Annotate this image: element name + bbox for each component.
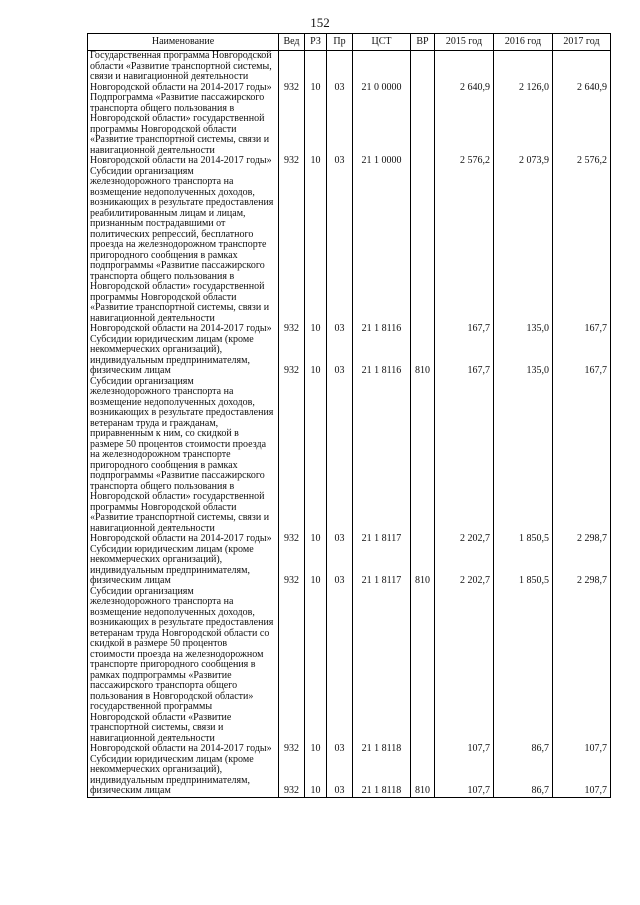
cell-pr: 03 — [327, 93, 353, 167]
cell-vr: 810 — [411, 755, 435, 798]
cell-y2017: 2 576,2 — [553, 93, 611, 167]
cell-y2016: 1 850,5 — [494, 377, 553, 545]
cell-vr: 810 — [411, 545, 435, 587]
cell-y2016: 2 073,9 — [494, 93, 553, 167]
cell-ved: 932 — [279, 377, 305, 545]
table-row — [88, 51, 611, 94]
cell-cst: 21 1 8116 — [353, 167, 411, 335]
budget-table — [87, 33, 611, 798]
table-row — [88, 335, 611, 377]
header-2015: 2015 год — [435, 34, 494, 51]
table-row — [88, 377, 611, 545]
cell-name: Субсидии организациям железнодорожного транспорта на возмещение недополученных доходов, возникающих в результате предоставления реабилитированным лицам и лицам, признанным пострадавшими от политических репрессий, бесплатного проезда на железнодорожном транспорте пригородного сообщения в рамках подпрограммы «Развитие пассажирского транспорта общего пользования в Новгородской области» государственной программы Новгородской области «Развитие транспортной системы, связи и навигационной деятельности Новгородской области на 2014-2017 годы» — [88, 167, 279, 335]
cell-pr: 03 — [327, 587, 353, 755]
cell-y2017: 107,7 — [553, 587, 611, 755]
cell-name: Государственная программа Новгородской области «Развитие транспортной системы, связи и навигационной деятельности Новгородской области на 2014-2017 годы» — [88, 51, 279, 94]
cell-y2017: 167,7 — [553, 167, 611, 335]
cell-ved: 932 — [279, 545, 305, 587]
cell-y2015: 107,7 — [435, 587, 494, 755]
cell-y2015: 2 202,7 — [435, 545, 494, 587]
cell-y2015: 107,7 — [435, 755, 494, 798]
cell-y2015: 2 640,9 — [435, 51, 494, 94]
cell-y2017: 2 640,9 — [553, 51, 611, 94]
cell-name: Субсидии юридическим лицам (кроме некоммерческих организаций), индивидуальным предпринимателям, физическим лицам — [88, 545, 279, 587]
cell-pr: 03 — [327, 755, 353, 798]
header-name: Наименование — [88, 34, 279, 51]
header-rz: РЗ — [305, 34, 327, 51]
cell-rz: 10 — [305, 93, 327, 167]
cell-cst: 21 0 0000 — [353, 51, 411, 94]
header-cst: ЦСТ — [353, 34, 411, 51]
cell-y2015: 2 576,2 — [435, 93, 494, 167]
cell-ved: 932 — [279, 755, 305, 798]
cell-cst: 21 1 8118 — [353, 587, 411, 755]
table-row — [88, 587, 611, 755]
cell-rz: 10 — [305, 167, 327, 335]
cell-y2015: 167,7 — [435, 335, 494, 377]
cell-cst: 21 1 8118 — [353, 755, 411, 798]
cell-vr: 810 — [411, 335, 435, 377]
cell-y2016: 86,7 — [494, 755, 553, 798]
cell-y2016: 135,0 — [494, 167, 553, 335]
header-2017: 2017 год — [553, 34, 611, 51]
cell-name: Субсидии юридическим лицам (кроме некоммерческих организаций), индивидуальным предпринимателям, физическим лицам — [88, 335, 279, 377]
table-row — [88, 167, 611, 335]
table-row — [88, 93, 611, 167]
cell-name: Подпрограмма «Развитие пассажирского транспорта общего пользования в Новгородской области» государственной программы Новгородской области «Развитие транспортной системы, связи и навигационной деятельности Новгородской области на 2014-2017 годы» — [88, 93, 279, 167]
cell-rz: 10 — [305, 587, 327, 755]
cell-cst: 21 1 8117 — [353, 377, 411, 545]
cell-cst: 21 1 0000 — [353, 93, 411, 167]
cell-ved: 932 — [279, 587, 305, 755]
cell-y2017: 2 298,7 — [553, 545, 611, 587]
cell-y2017: 167,7 — [553, 335, 611, 377]
cell-y2016: 86,7 — [494, 587, 553, 755]
cell-y2015: 167,7 — [435, 167, 494, 335]
cell-pr: 03 — [327, 335, 353, 377]
cell-cst: 21 1 8116 — [353, 335, 411, 377]
header-pr: Пр — [327, 34, 353, 51]
cell-rz: 10 — [305, 51, 327, 94]
cell-cst: 21 1 8117 — [353, 545, 411, 587]
cell-vr — [411, 167, 435, 335]
table-body — [88, 51, 611, 798]
cell-rz: 10 — [305, 377, 327, 545]
table-row — [88, 755, 611, 798]
cell-rz: 10 — [305, 755, 327, 798]
cell-vr — [411, 51, 435, 94]
cell-vr — [411, 587, 435, 755]
cell-vr — [411, 377, 435, 545]
cell-name: Субсидии организациям железнодорожного транспорта на возмещение недополученных доходов, возникающих в результате предоставления ветеранам труда Новгородской области со скидкой в размере 50 процентов стоимости проезда на железнодорожном транспорте пригородного сообщения в рамках подпрограммы «Развитие пассажирского транспорта общего пользования в Новгородской области» государственной программы Новгородской области «Развитие транспортной системы, связи и навигационной деятельности Новгородской области на 2014-2017 годы» — [88, 587, 279, 755]
cell-rz: 10 — [305, 545, 327, 587]
cell-pr: 03 — [327, 167, 353, 335]
cell-y2015: 2 202,7 — [435, 377, 494, 545]
header-row — [88, 34, 611, 51]
cell-name: Субсидии юридическим лицам (кроме некоммерческих организаций), индивидуальным предпринимателям, физическим лицам — [88, 755, 279, 798]
header-vr: ВР — [411, 34, 435, 51]
cell-pr: 03 — [327, 51, 353, 94]
header-2016: 2016 год — [494, 34, 553, 51]
cell-y2017: 107,7 — [553, 755, 611, 798]
cell-y2017: 2 298,7 — [553, 377, 611, 545]
cell-y2016: 135,0 — [494, 335, 553, 377]
cell-ved: 932 — [279, 335, 305, 377]
page-number: 152 — [310, 15, 330, 30]
cell-vr — [411, 93, 435, 167]
cell-y2016: 2 126,0 — [494, 51, 553, 94]
cell-ved: 932 — [279, 93, 305, 167]
header-ved: Вед — [279, 34, 305, 51]
cell-ved: 932 — [279, 167, 305, 335]
cell-ved: 932 — [279, 51, 305, 94]
cell-pr: 03 — [327, 545, 353, 587]
cell-name: Субсидии организациям железнодорожного транспорта на возмещение недополученных доходов, возникающих в результате предоставления ветеранам труда и гражданам, приравненным к ним, со скидкой в размере 50 процентов стоимости проезда на железнодорожном транспорте пригородного сообщения в рамках подпрограммы «Развитие пассажирского транспорта общего пользования в Новгородской области» государственной программы Новгородской области «Развитие транспортной системы, связи и навигационной деятельности Новгородской области на 2014-2017 годы» — [88, 377, 279, 545]
cell-y2016: 1 850,5 — [494, 545, 553, 587]
cell-rz: 10 — [305, 335, 327, 377]
table-row — [88, 545, 611, 587]
cell-pr: 03 — [327, 377, 353, 545]
